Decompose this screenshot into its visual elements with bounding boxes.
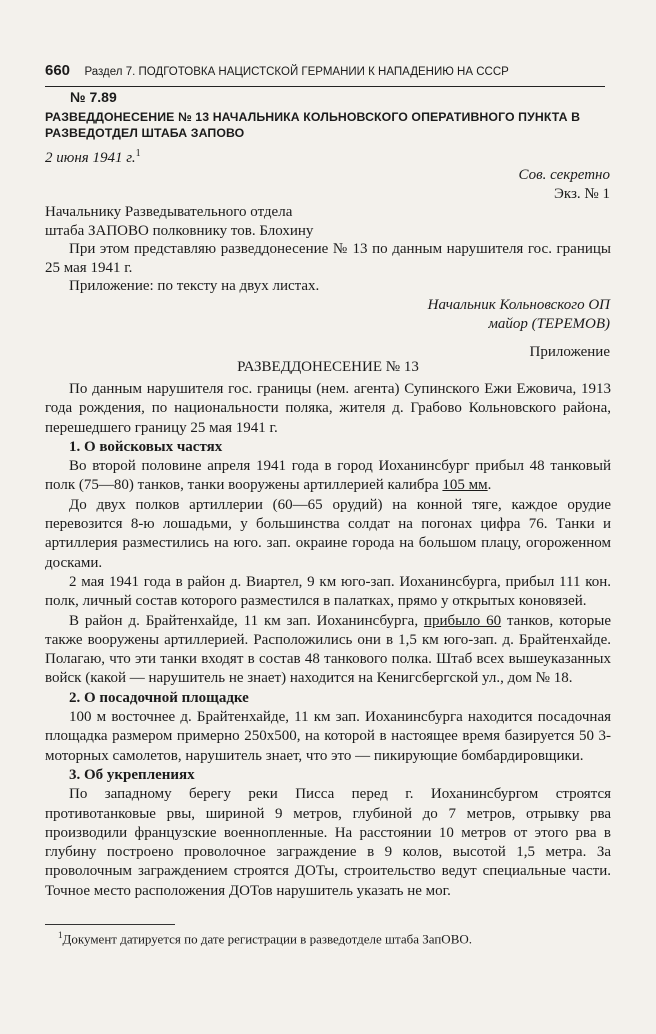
date-footnote-mark: 1: [135, 148, 141, 159]
paragraph: [45, 612, 611, 689]
document-number: № 7.89: [70, 89, 117, 105]
attachment-note: Приложение: по тексту на двух листах.: [69, 278, 320, 294]
signature-line: майор (ТЕРЕМОВ): [488, 316, 610, 332]
signature-line: Начальник Кольновского ОП: [427, 297, 610, 313]
footnote-mark: 1: [58, 930, 63, 940]
appendix-label: Приложение: [529, 344, 610, 360]
footnote: [58, 930, 472, 947]
section-title: Раздел 7. ПОДГОТОВКА НАЦИСТСКОЙ ГЕРМАНИИ К НАПАДЕНИЮ НА СССР: [84, 66, 509, 78]
copy-number: Экз. № 1: [554, 186, 610, 202]
document-date: [45, 148, 141, 167]
underlined-text: 105 мм: [442, 477, 488, 494]
footnote-divider: [45, 924, 175, 925]
underlined-text: прибыло 60: [423, 612, 502, 629]
report-intro: По данным нарушителя гос. границы (нем. агента) Супинского Ежи Ежовича, 1913 года рождения, по национальности поляка, жителя д. Грабово Кольновского района, перешедшего границу 25 мая 1941 г.: [45, 381, 611, 436]
paragraph: [45, 457, 611, 496]
paragraph-text: .: [487, 477, 492, 494]
section-heading: 1. О войсковых частях: [69, 438, 223, 455]
page-number: 660: [45, 62, 71, 79]
paragraph: До двух полков артиллерии (60—65 орудий) на конной тяге, каждое орудие перевозится 8-ю лошадьми, у большинства солдат на погонах цифра 76. Танки и артиллерия разместились на юго. зап. окраине города на большом плацу, огороженном досками.: [45, 496, 611, 571]
section-heading: 3. Об укреплениях: [69, 766, 195, 783]
report-title: РАЗВЕДДОНЕСЕНИЕ № 13: [237, 359, 419, 375]
addressee-line: Начальнику Разведывательного отдела: [45, 204, 293, 220]
report-body: [45, 380, 611, 901]
footnote-text: Документ датируется по дате регистрации в разведотделе штаба ЗапОВО.: [62, 931, 472, 947]
classification: Сов. секретно: [518, 167, 610, 183]
paragraph: 100 м восточнее д. Брайтенхайде, 11 км зап. Иоханинсбурга находится посадочная площадка размером примерно 250х500, на которой в настоящее время базируется 50 3-моторных самолетов, нарушитель знает, что это — пикирующие бомбардировщики.: [45, 709, 611, 764]
section-heading: 2. О посадочной площадке: [69, 689, 249, 706]
paragraph-text: Во второй половине апреля 1941 года в город Иоханинсбург прибыл 48 танковый полк (75—80) танков, танки вооружены артиллерией калибра: [45, 458, 611, 494]
running-header: [45, 62, 605, 87]
paragraph-text: танков, которые также вооружены артиллерией. Расположились они в 1,5 км юго-зап. д. Брайтенхайде. Полагаю, что эти танки входят в состав 48 танкового полка. Штаб всех вышеуказанных войск (какой — нарушитель не знает) находится на Кенигсбергской ул., дом № 18.: [45, 612, 612, 687]
paragraph: По западному берегу реки Писса перед г. Иоханинсбургом строятся противотанковые рвы, шириной 9 метров, глубиной до 7 метров, отрывку рва производили французские военнопленные. На расстоянии 10 метров от этого рва в глубину построено проволочное заграждение в 9 колов, высотой 1,5 метра. За проволочным заграждением строятся ДОТы, строительство ведут специальные части. Точное место расположения ДОТов нарушитель указать не мог.: [45, 786, 611, 899]
paragraph: 2 мая 1941 года в район д. Виартел, 9 км юго-зап. Иоханинсбурга, прибыл 111 кон. полк, личный состав которого разместился в палатках, прямо у открытых коновязей.: [45, 573, 611, 610]
addressee: [45, 203, 611, 242]
addressee-line: штаба ЗАПОВО полковнику тов. Блохину: [45, 223, 314, 240]
signature: [428, 296, 610, 334]
paragraph-text: В район д. Брайтенхайде, 11 км зап. Иоханинсбурга,: [69, 612, 424, 629]
document-title: РАЗВЕДДОНЕСЕНИЕ № 13 НАЧАЛЬНИКА КОЛЬНОВСКОГО ОПЕРАТИВНОГО ПУНКТА В РАЗВЕДОТДЕЛ ШТАБА ЗАПОВО: [45, 110, 581, 140]
date-text: 2 июня 1941 г.: [45, 150, 136, 166]
cover-text: При этом представляю разведдонесение № 13 по данным нарушителя гос. границы 25 мая 1941 г.: [45, 241, 611, 277]
